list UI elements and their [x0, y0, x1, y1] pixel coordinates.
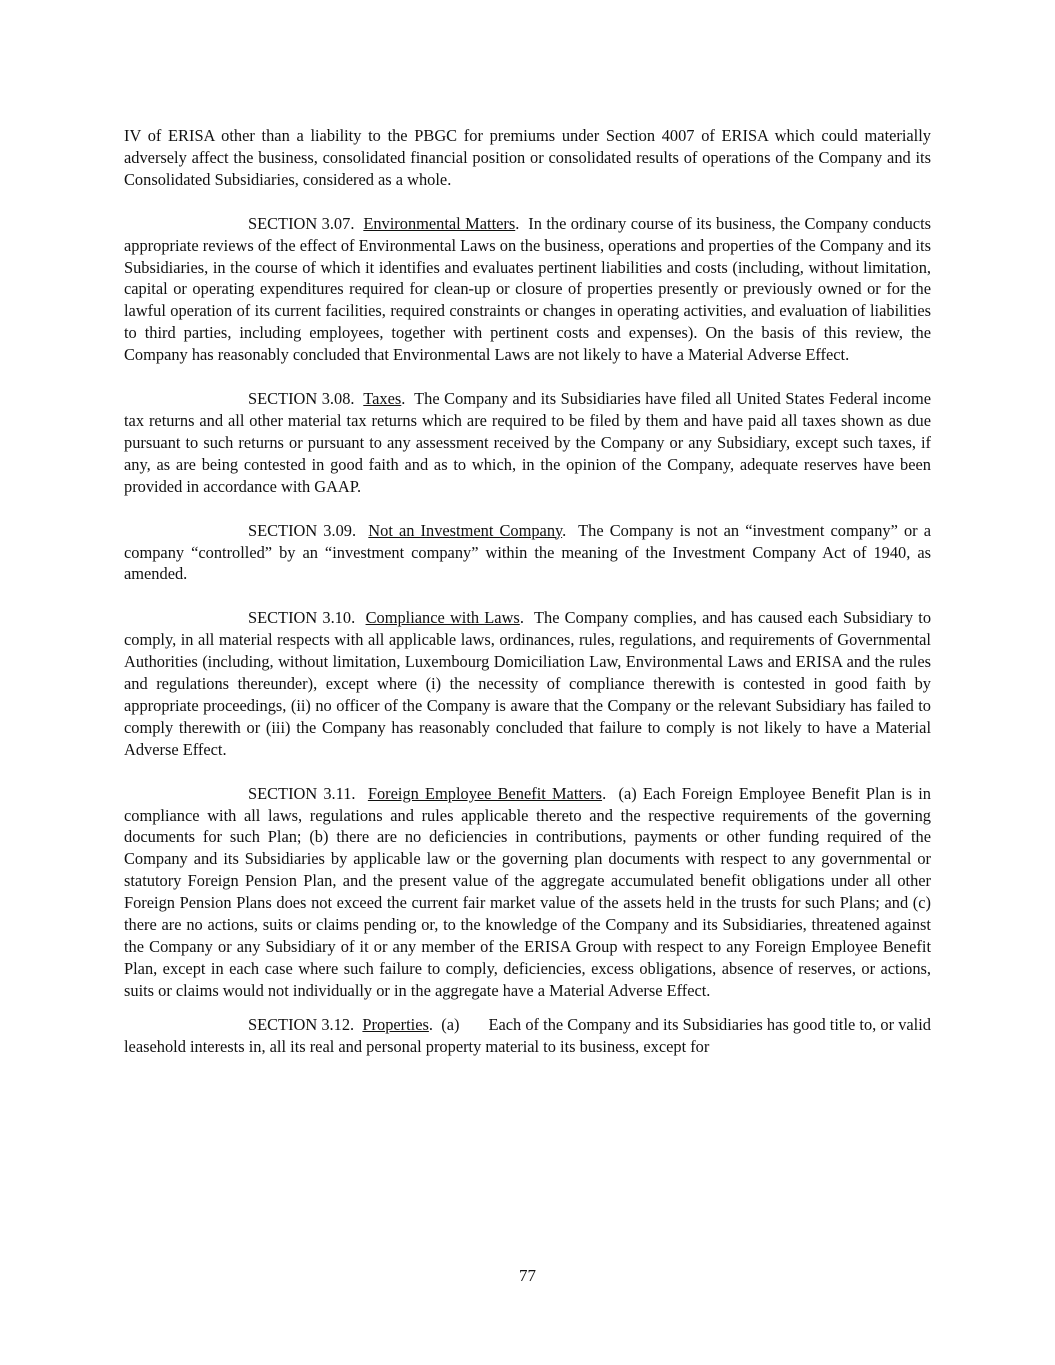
section-number: SECTION 3.11. [248, 783, 356, 803]
section-title: Not an Investment Company [368, 520, 563, 540]
section-3-11: SECTION 3.11. Foreign Employee Benefit Matters. (a) Each Foreign Employee Benefit Plan is in compliance with all laws, regulations and rules applicable thereto and the respective requirements of the governing documents for such Plan; (b) there are no deficiencies in contributions, payments or other funding required of the Company and its Subsidiaries by applicable law or the governing plan documents with respect to any governmental or statutory Foreign Pension Plan, and the present value of the aggregate accumulated benefit obligations under all other Foreign Pension Plans does not exceed the current fair market value of the assets held in the trusts for such Plans; and (c) there are no actions, suits or claims pending or, to the knowledge of the Company and its Subsidiaries, threatened against the Company or any Subsidiary of it or any member of the ERISA Group with respect to any Foreign Employee Benefit Plan, except in each case where such failure to comply, deficiencies, excess obligations, absence of reserves, or actions, suits or claims would not individually or in the aggregate have a Material Adverse Effect. [124, 783, 932, 1000]
section-number: SECTION 3.12. [248, 1014, 355, 1034]
section-3-09: SECTION 3.09. Not an Investment Company. The Company is not an “investment company” or a company “controlled” by an “investment company” within the meaning of the Investment Company Act of 1940, as amended. [124, 520, 931, 584]
page-number: 77 [519, 1266, 536, 1285]
intro-paragraph: IV of ERISA other than a liability to the PBGC for premiums under Section 4007 of ERISA which could materially adversely affect the business, consolidated financial position or consolidated results of operations of the Company and its Consolidated Subsidiaries, considered as a whole. [124, 126, 931, 189]
section-title: Environmental Matters [363, 213, 516, 233]
section-body: In the ordinary course of its business, the Company conducts appropriate reviews of the effect of Environmental Laws on the business, operations and properties of the Company and its Subsidiaries, in the course of which it identifies and evaluates pertinent liabilities and costs (including, without limitation, capital or operating expenditures required for clean-up or closure of properties presently or previously owned or for the lawful operation of its current facilities, required constraints or changes in operating activities, and evaluation of liabilities to third parties, including employees, together with pertinent costs and expenses). On the basis of this review, the Company has reasonably concluded that Environmental Laws are not likely to have a Material Adverse Effect. [124, 213, 931, 365]
section-title: Taxes [363, 389, 402, 409]
section-number: SECTION 3.10. [248, 608, 356, 628]
section-body: The Company complies, and has caused each Subsidiary to comply, in all material respects with all applicable laws, ordinances, rules, regulations, and requirements of Governmental Authorities (including, without limitation, Luxembourg Domiciliation Law, Environmental Laws and ERISA and the rules and regulations thereunder), except where (i) the necessity of compliance therewith is contested in good faith by appropriate proceedings, (ii) no officer of the Company is aware that the Company or the relevant Subsidiary has failed to comply therewith or (iii) the Company has reasonably concluded that failure to comply is not likely to have a Material Adverse Effect. [124, 608, 932, 759]
section-title: Foreign Employee Benefit Matters [367, 783, 603, 803]
section-body: The Company and its Subsidiaries have filed all United States Federal income tax returns and all other material tax returns which are required to be filed by them and have paid all taxes shown as due pursuant to such returns or pursuant to any assessment received by the Company or any Subsidiary, except such taxes, if any, as are being contested in good faith and as to which, in the opinion of the Company, adequate reserves have been provided in accordance with GAAP. [124, 389, 931, 496]
section-3-12: SECTION 3.12. Properties. (a) Each of the Company and its Subsidiaries has good title to, or valid leasehold interests in, all its real and personal property material to its business, except for [124, 1014, 936, 1056]
section-body: (a) Each Foreign Employee Benefit Plan is in compliance with all laws, regulations and rules applicable thereto and the respective requirements of the governing documents for such Plan; (b) there are no deficiencies in contributions, payments or other funding required of the Company and its Subsidiaries by applicable law or the governing plan documents with respect to any governmental or statutory Foreign Pension Plan, and the present value of the aggregate accumulated benefit obligations under all other Foreign Pension Plans does not exceed the current fair market value of the assets held in the trusts for such Plans; and (c) there are no actions, suits or claims pending or, to the knowledge of the Company and its Subsidiaries, threatened against the Company or any Subsidiary of it or any member of the ERISA Group with respect to any Foreign Employee Benefit Plan, except in each case where such failure to comply, deficiencies, excess obligations, absence of reserves, or actions, suits or claims would not individually or in the aggregate have a Material Adverse Effect. [124, 783, 932, 1000]
section-3-10: SECTION 3.10. Compliance with Laws. The Company complies, and has caused each Subsidiary to comply, in all material respects with all applicable laws, ordinances, rules, regulations, and requirements of Governmental Authorities (including, without limitation, Luxembourg Domiciliation Law, Environmental Laws and ERISA and the rules and regulations thereunder), except where (i) the necessity of compliance therewith is contested in good faith by appropriate proceedings, (ii) no officer of the Company is aware that the Company or the relevant Subsidiary has failed to comply therewith or (iii) the Company has reasonably concluded that failure to comply is not likely to have a Material Adverse Effect. [124, 608, 932, 759]
section-3-08: SECTION 3.08. Taxes. The Company and its Subsidiaries have filed all United States Federal income tax returns and all other material tax returns which are required to be filed by them and have paid all taxes shown as due pursuant to such returns or pursuant to any assessment received by the Company or any Subsidiary, except such taxes, if any, as are being contested in good faith and as to which, in the opinion of the Company, adequate reserves have been provided in accordance with GAAP. [124, 389, 931, 496]
section-number: SECTION 3.07. [248, 213, 355, 233]
section-body: (a) Each of the Company and its Subsidiaries has good title to, or valid leasehold interests in, all its real and personal property material to its business, except for [124, 1014, 936, 1056]
section-number: SECTION 3.09. [248, 520, 357, 540]
section-title: Compliance with Laws [365, 608, 520, 628]
section-3-07: SECTION 3.07. Environmental Matters. In the ordinary course of its business, the Company conducts appropriate reviews of the effect of Environmental Laws on the business, operations and properties of the Company and its Subsidiaries, in the course of which it identifies and evaluates pertinent liabilities and costs (including, without limitation, capital or operating expenditures required for clean-up or closure of properties presently or previously owned or for the lawful operation of its current facilities, required constraints or changes in operating activities, and evaluation of liabilities to third parties, including employees, together with pertinent costs and expenses). On the basis of this review, the Company has reasonably concluded that Environmental Laws are not likely to have a Material Adverse Effect. [124, 213, 931, 365]
document-page [124, 125, 936, 1058]
section-title: Properties [362, 1014, 429, 1034]
section-number: SECTION 3.08. [248, 389, 355, 409]
section-body: The Company is not an “investment company” or a company “controlled” by an “investment company” within the meaning of the Investment Company Act of 1940, as amended. [124, 520, 931, 584]
